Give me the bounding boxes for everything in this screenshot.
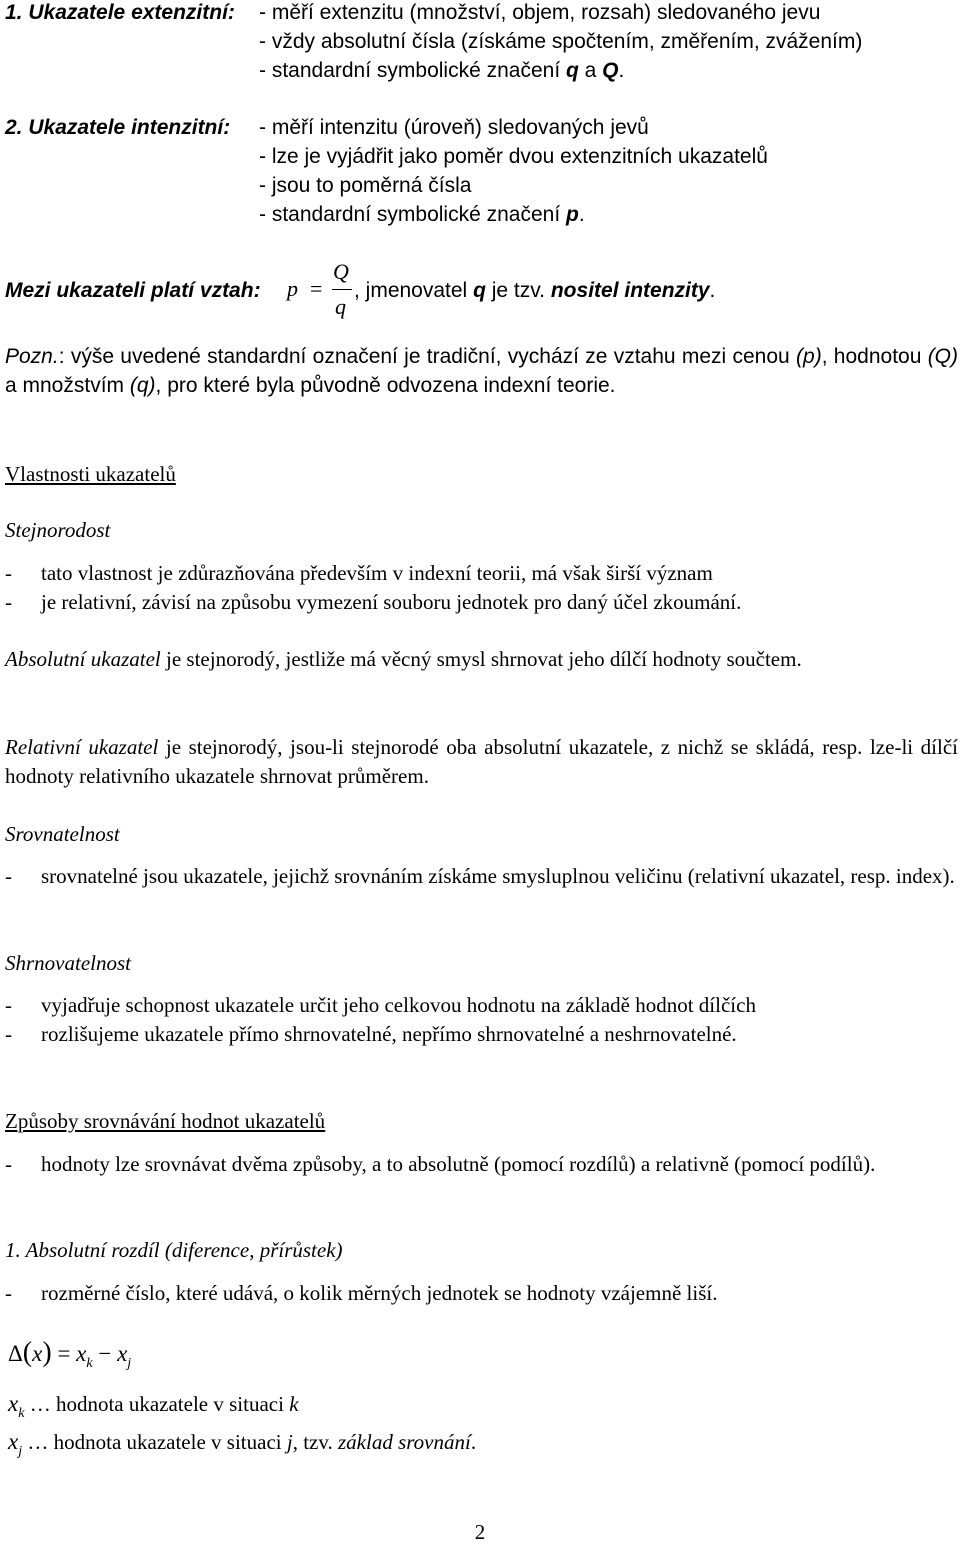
difference-formula: $\Delta(x) = x_k - x_j$: [8, 1337, 132, 1371]
summability-heading: Shrnovatelnost: [5, 951, 131, 975]
section1-item: - měří extenzitu (množství, objem, rozsah) sledovaného jevu: [259, 1, 821, 24]
list-item: - je relativní, závisí na způsobu vymezení souboru jednotek pro daný účel zkoumání.: [5, 590, 742, 614]
homogeneity-heading: Stejnorodost: [5, 518, 111, 542]
symbol-q: q: [565, 59, 579, 82]
section2-line1: [5, 115, 649, 141]
list-item: - vyjadřuje schopnost ukazatele určit jeho celkovou hodnotu na základě hodnot dílčích: [5, 993, 756, 1017]
section2-item: - lze je vyjádřit jako poměr dvou extenzitních ukazatelů: [259, 145, 768, 168]
list-item: - tato vlastnost je zdůrazňována především v indexní teorii, má však širší význam: [5, 561, 713, 585]
note-label: Pozn.: [5, 345, 59, 368]
absolute-indicator-paragraph: Absolutní ukazatel je stejnorodý, jestliže má věcný smysl shrnovat jeho dílčí hodnoty součtem.: [5, 647, 802, 671]
section1-item: - vždy absolutní čísla (získáme spočtením, změřením, zvážením): [259, 30, 863, 53]
section2-item: - jsou to poměrná čísla: [259, 174, 472, 197]
formula-denominator: q: [335, 294, 346, 319]
relation-text: , jmenovatel q je tzv. nositel intenzity.: [354, 279, 716, 302]
section2-item: - standardní symbolické značení p.: [259, 203, 585, 226]
list-item: - hodnoty lze srovnávat dvěma způsoby, a to absolutně (pomocí rozdílů) a relativně (pomocí podílů).: [5, 1152, 876, 1176]
section1-line1: [5, 0, 821, 26]
symbol-p: p: [565, 203, 579, 226]
properties-heading: Vlastnosti ukazatelů: [5, 462, 176, 486]
definition-xk: $x_k$ … hodnota ukazatele v situaci k: [8, 1391, 299, 1421]
absolute-difference-heading: 1. Absolutní rozdíl (diference, přírůstek): [5, 1238, 343, 1262]
section2-item: - měří intenzitu (úroveň) sledovaných jevů: [259, 116, 649, 139]
formula-equals: =: [310, 276, 323, 301]
definition-xj: $x_j$ … hodnota ukazatele v situaci j, tzv. základ srovnání.: [8, 1429, 477, 1459]
section1-title: 1. Ukazatele extenzitní:: [5, 1, 235, 24]
comparison-heading: Způsoby srovnávání hodnot ukazatelů: [5, 1109, 326, 1133]
section1-item: - standardní symbolické značení q a Q.: [259, 59, 625, 82]
page-number: 2: [474, 1520, 486, 1544]
section2-title: 2. Ukazatele intenzitní:: [5, 116, 231, 139]
list-item: - rozměrné číslo, které udává, o kolik měrných jednotek se hodnoty vzájemně liší.: [5, 1281, 718, 1305]
term-nositel-intenzity: nositel intenzity: [550, 279, 710, 302]
term-zaklad-srovnani: základ srovnání: [338, 1430, 471, 1454]
symbol-Q: Q: [602, 59, 619, 82]
note-paragraph: Pozn.: výše uvedené standardní označení je tradiční, vychází ze vztahu mezi cenou (p), hodnotou (Q) a množstvím (q), pro které byla původně odvozena indexní teorie.: [5, 345, 959, 397]
fraction-bar: [332, 289, 352, 290]
list-item: - rozlišujeme ukazatele přímo shrnovatelné, nepřímo shrnovatelné a neshrnovatelné.: [5, 1022, 737, 1046]
comparability-heading: Srovnatelnost: [5, 822, 120, 846]
list-item: - srovnatelné jsou ukazatele, jejichž srovnáním získáme smysluplnou veličinu (relativní ukazatel, resp. index).: [5, 864, 955, 888]
relative-indicator-paragraph: Relativní ukazatel je stejnorodý, jsou-li stejnorodé oba absolutní ukazatele, z nichž se skládá, resp. lze-li dílčí hodnoty relativního ukazatele shrnovat průměrem.: [5, 735, 958, 788]
formula-lhs: p: [287, 276, 298, 301]
formula-numerator: Q: [333, 259, 349, 284]
relation-label: Mezi ukazateli platí vztah:: [5, 279, 261, 302]
